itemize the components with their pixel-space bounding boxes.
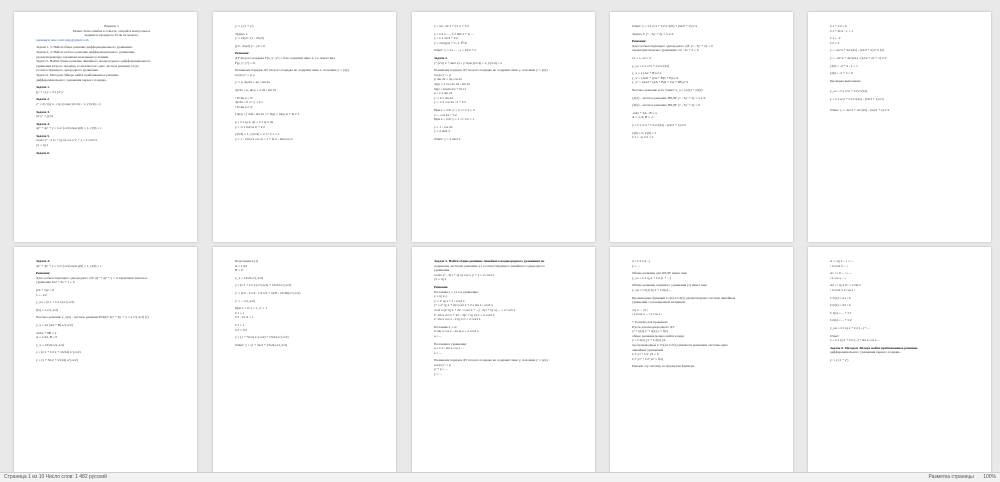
text-line: Частное решение есть сумма: y_ч = y1(x) + y2(x) bbox=[632, 87, 703, 92]
text-line: y'' = z'' tg x + 2z'/cos2 x + 2 z sin x / cos3 x bbox=[434, 303, 493, 308]
text-line: Задачи 2, 4. Найти частное решение дифференциального уравнения, bbox=[36, 49, 135, 54]
text-line: y' = ... e^(-x/2) bbox=[235, 298, 256, 303]
text-line: Задача 1. bbox=[235, 31, 248, 36]
text-line: Общее решение для ОЛДУ имеет вид: bbox=[632, 271, 688, 276]
text-line: y = 1 - 2 ln|√2 cos x| = 1 + ln 2 - 2ln|cos x| bbox=[235, 136, 293, 141]
heading-line: Задача 6. bbox=[36, 150, 50, 155]
text-line: u = C1 / sin x cos x ... bbox=[434, 346, 464, 351]
text-line: уравнение 4λ2 + 4λ + 1 = 0 bbox=[36, 280, 75, 285]
text-line: u' sin x cos x - 2u tg x = 2 cos3 x bbox=[434, 329, 479, 334]
text-line: Δ = | tg x ... | = ... bbox=[830, 259, 854, 263]
text-line: y = arctg(x) + C, C ∈ R bbox=[434, 40, 467, 45]
page-9[interactable] bbox=[610, 247, 793, 472]
text-line: Задача 5. Найти общее решение линейного неоднородного дифференциального bbox=[36, 59, 151, 64]
page-body bbox=[213, 247, 396, 347]
text-line: y' = p, dp/dx = 2p / sin 2x bbox=[235, 80, 270, 85]
text-line: y(π/4) = 1, y'(π/4) = 2 => C1 = 2 bbox=[235, 132, 280, 137]
text-line: Пусть для неоднородного ДУ bbox=[632, 324, 675, 329]
text-line: y = (1 + 3x/2 + x3/24) e^(-x/2) bbox=[36, 357, 78, 362]
page-7[interactable] bbox=[213, 247, 396, 472]
text-line: y = 2 sin2 x bbox=[434, 129, 451, 134]
text-line: При x = 0: y = 1, y' = 1 bbox=[235, 306, 267, 311]
text-line: (y2 - 2xy2) y' - y2 = 0 bbox=[235, 43, 265, 48]
text-line: C1 = -2 bbox=[830, 36, 841, 41]
text-line: y = C1 x2/2 + C2 bbox=[434, 36, 458, 41]
text-line: z'' sin x cos x + 2z' - 2(1 + tg x) z' = 2 cos3 x bbox=[434, 312, 495, 317]
text-line: Положим y = y1 z в уравнение: bbox=[434, 289, 479, 294]
text-line: y = (1 + 3x/2) e^(-x/2) + x3/24 e^(-x/2) bbox=[235, 335, 289, 340]
heading-line: Задача 1. bbox=[36, 85, 50, 90]
text-line: A = -1/2, B = -1 bbox=[632, 115, 654, 120]
text-line: p' + p = ... bbox=[434, 367, 448, 372]
status-right bbox=[920, 474, 996, 480]
text-line: Ответ: y = 2 sin2 x bbox=[434, 136, 461, 141]
text-line: удовлетворяющее заданным начальным условиям. bbox=[36, 54, 109, 59]
page-body bbox=[610, 12, 793, 140]
text-line: Ответ: y = C1 ... , y = x2/2 + C bbox=[434, 48, 477, 53]
text-line: cos2x y'' - 2 (1 + tg x) cos x y' + y = 2 cos3 x bbox=[36, 138, 98, 143]
text-line: ДУ второго порядка F(x, y', y'') = 0 не содержит явно x, т.е. имеет вид bbox=[235, 55, 335, 60]
text-line: дифференциального уравнения первого порядка. bbox=[830, 350, 901, 355]
text-line: Ответ: y = -2e^x + 2e^(2x) - (x2/2 + x) e^x bbox=[830, 107, 890, 112]
page-body bbox=[412, 247, 595, 377]
text-line: задание и проверьте. Если не можете, bbox=[84, 33, 139, 38]
heading-line: Задача 4: bbox=[36, 259, 51, 263]
text-line: тогда y'' = p' bbox=[434, 72, 452, 77]
text-line: C2 = 2 bbox=[830, 40, 840, 45]
text-line: cos2 x (z'' tg x + 2z' / cos2 x + ...) - 2(1 + tg x) ... = 2 cos3 x bbox=[434, 307, 516, 312]
text-line: ∫ dp/p = ∫ 2dx / sin 2x => ln|p| = ln|tg x| + ln C1 bbox=[235, 112, 300, 117]
text-line: Ответ: bbox=[830, 333, 840, 338]
heading-line: Решение: bbox=[235, 51, 250, 56]
text-line: y = C2 x ... - C1 ln|C1 + x| ... bbox=[434, 31, 474, 36]
text-line: y = C1 e^x + C2 e^(2x) - (x2/2 + x) e^x bbox=[830, 96, 885, 101]
text-line: y = C1 tg x + C2 (...) + sin x cos x ... bbox=[830, 338, 880, 343]
text-line: y_oo = (C1 + C2 x) e^(-x/2) bbox=[36, 300, 75, 305]
page-8[interactable] bbox=[412, 247, 595, 472]
text-line: p = C1 tg x, dy = C1 tg x dx bbox=[235, 119, 274, 124]
text-line: y = ... bbox=[632, 263, 640, 268]
text-line: Вариант 2 bbox=[104, 24, 119, 28]
text-line: При x = π/4: y = 1 => C2 = 1 bbox=[434, 117, 475, 122]
text-line: y'' + p(x) y' + q(x) y = f(x) bbox=[632, 329, 668, 334]
heading-line: Задача 2. bbox=[36, 97, 50, 102]
text-line: y_oн = C1(x) tg x + C2(x) ... bbox=[632, 287, 672, 292]
text-line: C1(x) = ... + C1 bbox=[830, 310, 852, 315]
text-line: y_ч = x2 (Ax + B) e^(-x/2) bbox=[36, 322, 73, 327]
text-line: C1 + C2 = 0 bbox=[830, 24, 847, 28]
heading-line: Решение: bbox=[434, 284, 449, 289]
text-line: Проверка выполнена. bbox=[830, 78, 862, 83]
text-line: Ответ: y = C1 e^x + C2 e^(2x) + (x2/2 + x) e^x bbox=[632, 24, 698, 28]
text-line: y = (C1 + C2 x + x3/24) e^(-x/2) bbox=[36, 350, 81, 355]
text-line: Частное решение y_ч(x) - частное решение НЛДУ 4y'' + 4y' + y = x e^(-x/2) (1) bbox=[36, 315, 149, 320]
text-line: Задача 6. Методом Эйлера найти приближенное решение bbox=[36, 72, 119, 77]
text-line: y_ч'' = (Ax2 + (4A + B)x + 2A + 2B) e^x bbox=[632, 80, 689, 85]
text-line: y' = y (1 + y') bbox=[830, 357, 849, 362]
text-line: (y' + 1) y = 2 x y2 y' bbox=[36, 89, 64, 94]
text-line: F(y, y', y'') = 0. bbox=[235, 60, 256, 65]
text-line: Для соответствующего однородного ДУ y'' - 3y' + 2y = 0 bbox=[632, 43, 713, 48]
text-line: y_oo = C1 tg x + C2 (1 + ...) bbox=[632, 275, 671, 280]
text-line: y = ... bbox=[434, 372, 442, 377]
text-line: Задачи 1, 3. Найти общее решение дифференциального уравнения. bbox=[36, 45, 133, 50]
text-line: y = -C1 ln|cos x| + C2 bbox=[235, 124, 265, 129]
text-line: y_ч = x3/24 e^(-x/2) bbox=[235, 275, 264, 280]
page-body bbox=[610, 247, 793, 369]
text-line: z'' sin x cos x - 2 tg x z' = 2 cos3 x bbox=[434, 317, 481, 322]
text-line: p' sin 2x = 2p cos 2x bbox=[434, 77, 462, 82]
heading-line: Задача 5. Найти общее решение линейного неоднородного уравнения во bbox=[434, 259, 545, 263]
text-line: y_oo = C1 e^x + C2 e^(2x) bbox=[830, 89, 868, 94]
text-line: y(0) = -2 + 2 = 0 bbox=[830, 71, 853, 76]
page-2[interactable] bbox=[213, 12, 396, 242]
text-line: z = ... bbox=[434, 350, 442, 355]
text-line: y = (C1 + C2 x) e^(-x/2) + x3/24 e^(-x/2) bbox=[235, 283, 292, 288]
text-line: 4y'' + 4y' + y = x e^(-x/2) при y(0) = 1, y'(0) = 1 bbox=[36, 126, 102, 131]
text-line: C1'(x) = Δ1 / Δ bbox=[830, 295, 851, 300]
text-line: Понижаем порядок ДУ второго порядка не содержит явно x, положим y' = p(y). bbox=[235, 68, 350, 73]
text-line: y1 = tg x bbox=[434, 277, 447, 282]
text-line: C2'(x) = Δ2 / Δ bbox=[830, 303, 851, 308]
text-line: C1 = -2, C2 = 2 bbox=[632, 135, 654, 140]
text-line: где производные C1'(x) и C2'(x) являются решением системы двух bbox=[632, 342, 728, 347]
page-body bbox=[808, 12, 991, 112]
text-line: Может быть ошибка в ответах, откройте контрольное bbox=[72, 28, 151, 33]
text-line: y' = y (1 + y') bbox=[235, 24, 254, 28]
status-info: Страница 1 из 10 Число слов: 1 482 русский bbox=[4, 474, 107, 480]
heading-line: Решение: bbox=[36, 271, 51, 276]
text-line: Для соответствующего однородного ДУ 4y'' + 4y' + y = 0 характеристическое bbox=[36, 275, 148, 280]
text-line: При x = π/4: y' = 2 => C1 = 2 bbox=[434, 107, 475, 112]
text-line: C2(x) = ... + C2 bbox=[830, 318, 852, 323]
text-line: 24Ax + 8B = x bbox=[36, 330, 57, 335]
text-line: Δ1 = | 0 ... | = ... bbox=[830, 271, 852, 276]
text-line: тогда y'' = p' bbox=[434, 362, 452, 367]
page-body bbox=[213, 12, 396, 141]
text-line: u = C1 e^(...) bbox=[632, 259, 651, 263]
text-line: • Если p = 0: bbox=[235, 95, 253, 100]
text-line: y = C1(x) y1 + C2(x) y2, bbox=[632, 338, 667, 343]
text-line: -2Ax + 2A - B = x bbox=[632, 110, 657, 115]
page-body bbox=[14, 12, 197, 155]
text-line: соответствующего однородного уравнения. bbox=[36, 68, 99, 73]
text-line: C1' y1' + C2' y2' = f(x) bbox=[632, 356, 664, 361]
text-line: y' = -2e^x + 4e^(2x) - (x2/2 + 2x + 1) e^x bbox=[830, 55, 887, 60]
text-line: заданному частному решению y1 соответствующего линейного однородного bbox=[434, 263, 545, 268]
text-line: cos2x y'' - 2(1 + tg x) cos x y' + y = 2 cos3 x bbox=[434, 272, 495, 277]
page-body bbox=[808, 247, 991, 363]
text-line: dy/dx = p, dp/p = 2 dx / sin 2x bbox=[235, 87, 277, 92]
text-line: Положим z' = u: bbox=[434, 324, 457, 329]
text-line: уравнения второго порядка, если известно одно частное решение y1(x) bbox=[36, 63, 139, 68]
text-line: y = -C1 cos 2x / 2 + C2 bbox=[434, 100, 466, 105]
text-line: y_ч = x3/24 e^(-x/2) bbox=[36, 342, 65, 347]
text-line: • Если p ≠ 0: bbox=[235, 104, 253, 109]
text-line: * Теорема для проверки: bbox=[632, 319, 668, 324]
text-line: уравнения. bbox=[434, 268, 450, 273]
text-line: y_ч = x (Ax + B) e^x bbox=[632, 71, 662, 76]
text-line: Δ2 = | tg x 0 | = 2 sin x bbox=[830, 283, 861, 288]
text-line: C2 = 3/2 bbox=[235, 327, 247, 332]
text-line: | 1/cos2 x 2 cos x | bbox=[830, 287, 855, 292]
text-line: 4y'' + 4y' + y = x e^(-x/2) при y(0) = 1, y'(0) = 1 bbox=[36, 263, 102, 268]
page-3[interactable] bbox=[412, 12, 595, 242]
text-line: Положим в уравнение: bbox=[434, 341, 467, 346]
text-line: λ = -1/2 bbox=[36, 292, 47, 297]
text-line: y = -cos 2x + C2 bbox=[434, 112, 457, 117]
text-line: y2(x) - частное решение НЛДУ y'' - 3y' + 2y = 0 bbox=[632, 103, 700, 108]
text-line: Решаем эту систему по формулам Крамера. bbox=[632, 364, 695, 369]
text-line: Понижаем порядок ДУ второго порядка не содержит явно y, положим y' = p(x). bbox=[434, 358, 549, 363]
text-line: | tg x ... | 0 | bbox=[632, 307, 648, 312]
text-line: C1 + 2C2 - 1 = 1 bbox=[830, 28, 854, 33]
text-line: A = 1/24 bbox=[235, 263, 247, 268]
text-line: Подставим в (1) bbox=[235, 259, 259, 263]
text-line: λ1 = 1, λ2 = 2 bbox=[632, 55, 651, 60]
zoom-level[interactable]: 100% bbox=[983, 474, 996, 480]
page-5[interactable] bbox=[808, 12, 991, 242]
text-line: y'' (2 tg x + sin2 x) = y' при y(π/4) = 1, y'(π/4) = 2 bbox=[434, 60, 502, 65]
text-line: y = x2 / 2C1 + C1 x + C2 bbox=[434, 24, 469, 28]
text-line: | 1/cos2 x ... | bbox=[830, 263, 848, 268]
heading-line: Задача 2. bbox=[434, 55, 448, 60]
text-line: | 2 cos x ... | bbox=[830, 275, 847, 280]
text-line: C1 = 1 bbox=[235, 310, 245, 315]
text-line: dy/dx = 0 => y = C1 bbox=[235, 100, 263, 105]
text-line: y = tg x z bbox=[434, 294, 447, 299]
text-line: y_ч' = (Ax2 + (2A + B)x + B) e^x bbox=[632, 75, 679, 80]
page-6[interactable] bbox=[14, 247, 197, 472]
text-line: Задача 3: y'' - 3y' + 2y = x e^x bbox=[632, 31, 674, 36]
page-10[interactable] bbox=[808, 247, 991, 472]
text-line: y1 = tg x bbox=[36, 143, 49, 148]
text-line: y' = (C2 - C1/2 - C2 x/2 + x2/8 - x3/48) e^(-x/2) bbox=[235, 290, 301, 295]
heading-line: Задача 5. bbox=[36, 133, 50, 138]
text-line: y = -2e^x + 2e^(2x) - (x2/2 + x) e^x (5) bbox=[830, 48, 884, 53]
text-line: y_oo = C1 e^x + C2 e^(2x) bbox=[632, 63, 670, 68]
text-line: y(0) = 0, y'(0) = 1 bbox=[632, 130, 657, 135]
text-line: u = ... bbox=[434, 333, 442, 338]
text-line: A = 1/24, B = 0 bbox=[36, 335, 58, 340]
view-mode-label[interactable]: Разметка страницы bbox=[928, 474, 974, 480]
text-line: C2 - C1/2 = 1 bbox=[235, 315, 254, 320]
text-line: C1 = 1 bbox=[235, 322, 245, 327]
text-line: Понижаем порядок ДУ второго порядка не содержит явно y, положим y' = p(x) bbox=[434, 68, 548, 73]
text-line: тогда y'' = p' p bbox=[235, 72, 255, 77]
text-line: C1' y1 + C2' y2 = 0 bbox=[632, 352, 659, 357]
heading-line: Задача 4. bbox=[36, 121, 50, 126]
text-line: y'(0) = -2 + 4 - 1 = 1 bbox=[830, 63, 858, 68]
text-line: Общее решение заданного уравнения (1) имеет вид: bbox=[632, 283, 708, 288]
text-line: p = C1 sin 2x bbox=[434, 91, 453, 96]
page-1[interactable] bbox=[14, 12, 197, 242]
text-line: линейных уравнений: bbox=[632, 347, 664, 352]
text-line: дифференциального уравнения первого порядка. bbox=[36, 77, 107, 82]
text-line: y' = z' tg x + z / cos2 x bbox=[434, 298, 465, 303]
text-line: x2 y'' = (y')2 bbox=[36, 114, 54, 119]
text-line: общее решение можно найти в виде bbox=[632, 333, 685, 338]
text-line: | 1/cos2 x ... | 2 cos x | bbox=[632, 312, 662, 317]
page-body bbox=[412, 12, 595, 141]
heading-line: Задача 3. bbox=[36, 109, 50, 114]
text-line: y1(x) - частное решение НЛДУ y'' - 3y' + 2y = x e^x bbox=[632, 95, 706, 100]
page-body bbox=[14, 247, 197, 363]
heading-line: Решение: bbox=[632, 39, 647, 44]
page-4[interactable] bbox=[610, 12, 793, 242]
text-line: dp/p = 2 cos 2x dx / sin 2x bbox=[434, 81, 471, 86]
text-line: y' = 2xy2 / (1 - 2xy2) bbox=[235, 36, 264, 41]
text-line: y = C1 e^x + C2 e^(2x) - (x2/2 + x) e^x bbox=[632, 122, 687, 127]
text-line: Производные функций C1(x) и C2(x) удовлетворяют системе линейных bbox=[632, 295, 736, 300]
text-line: y = 1 - cos 2x bbox=[434, 124, 453, 129]
text-line: ln|p| = ln|sin 2x| + ln C1 bbox=[434, 86, 467, 91]
text-line: характеристическое уравнение: λ2 - 3λ + 2 = 0 bbox=[632, 48, 699, 53]
text-line: Ответ: y = (1 + 3x/2 + x3/24) e^(-x/2) bbox=[235, 342, 288, 347]
email-link[interactable]: напишите мне: resh-help@gmail.com bbox=[36, 37, 89, 42]
heading-line: Задача 6. Методом Эйлера найти приближенное решение bbox=[830, 345, 918, 350]
text-line: y_oн = C1 tg x + C2 (...) + ... bbox=[830, 325, 870, 330]
text-line: y'' = 2y' (tg x - ctg x) при y(π/4) = 1, y'(π/4) = 2 bbox=[36, 101, 101, 106]
text-line: B = 0 bbox=[235, 268, 243, 273]
text-line: y' = C1 sin 2x bbox=[434, 95, 453, 100]
text-line: уравнений с расширенной матрицей: bbox=[632, 300, 686, 305]
text-line: (2λ + 1)2 = 0 bbox=[36, 287, 54, 292]
text-line: f(x) = x e^(-x/2) bbox=[36, 307, 59, 312]
